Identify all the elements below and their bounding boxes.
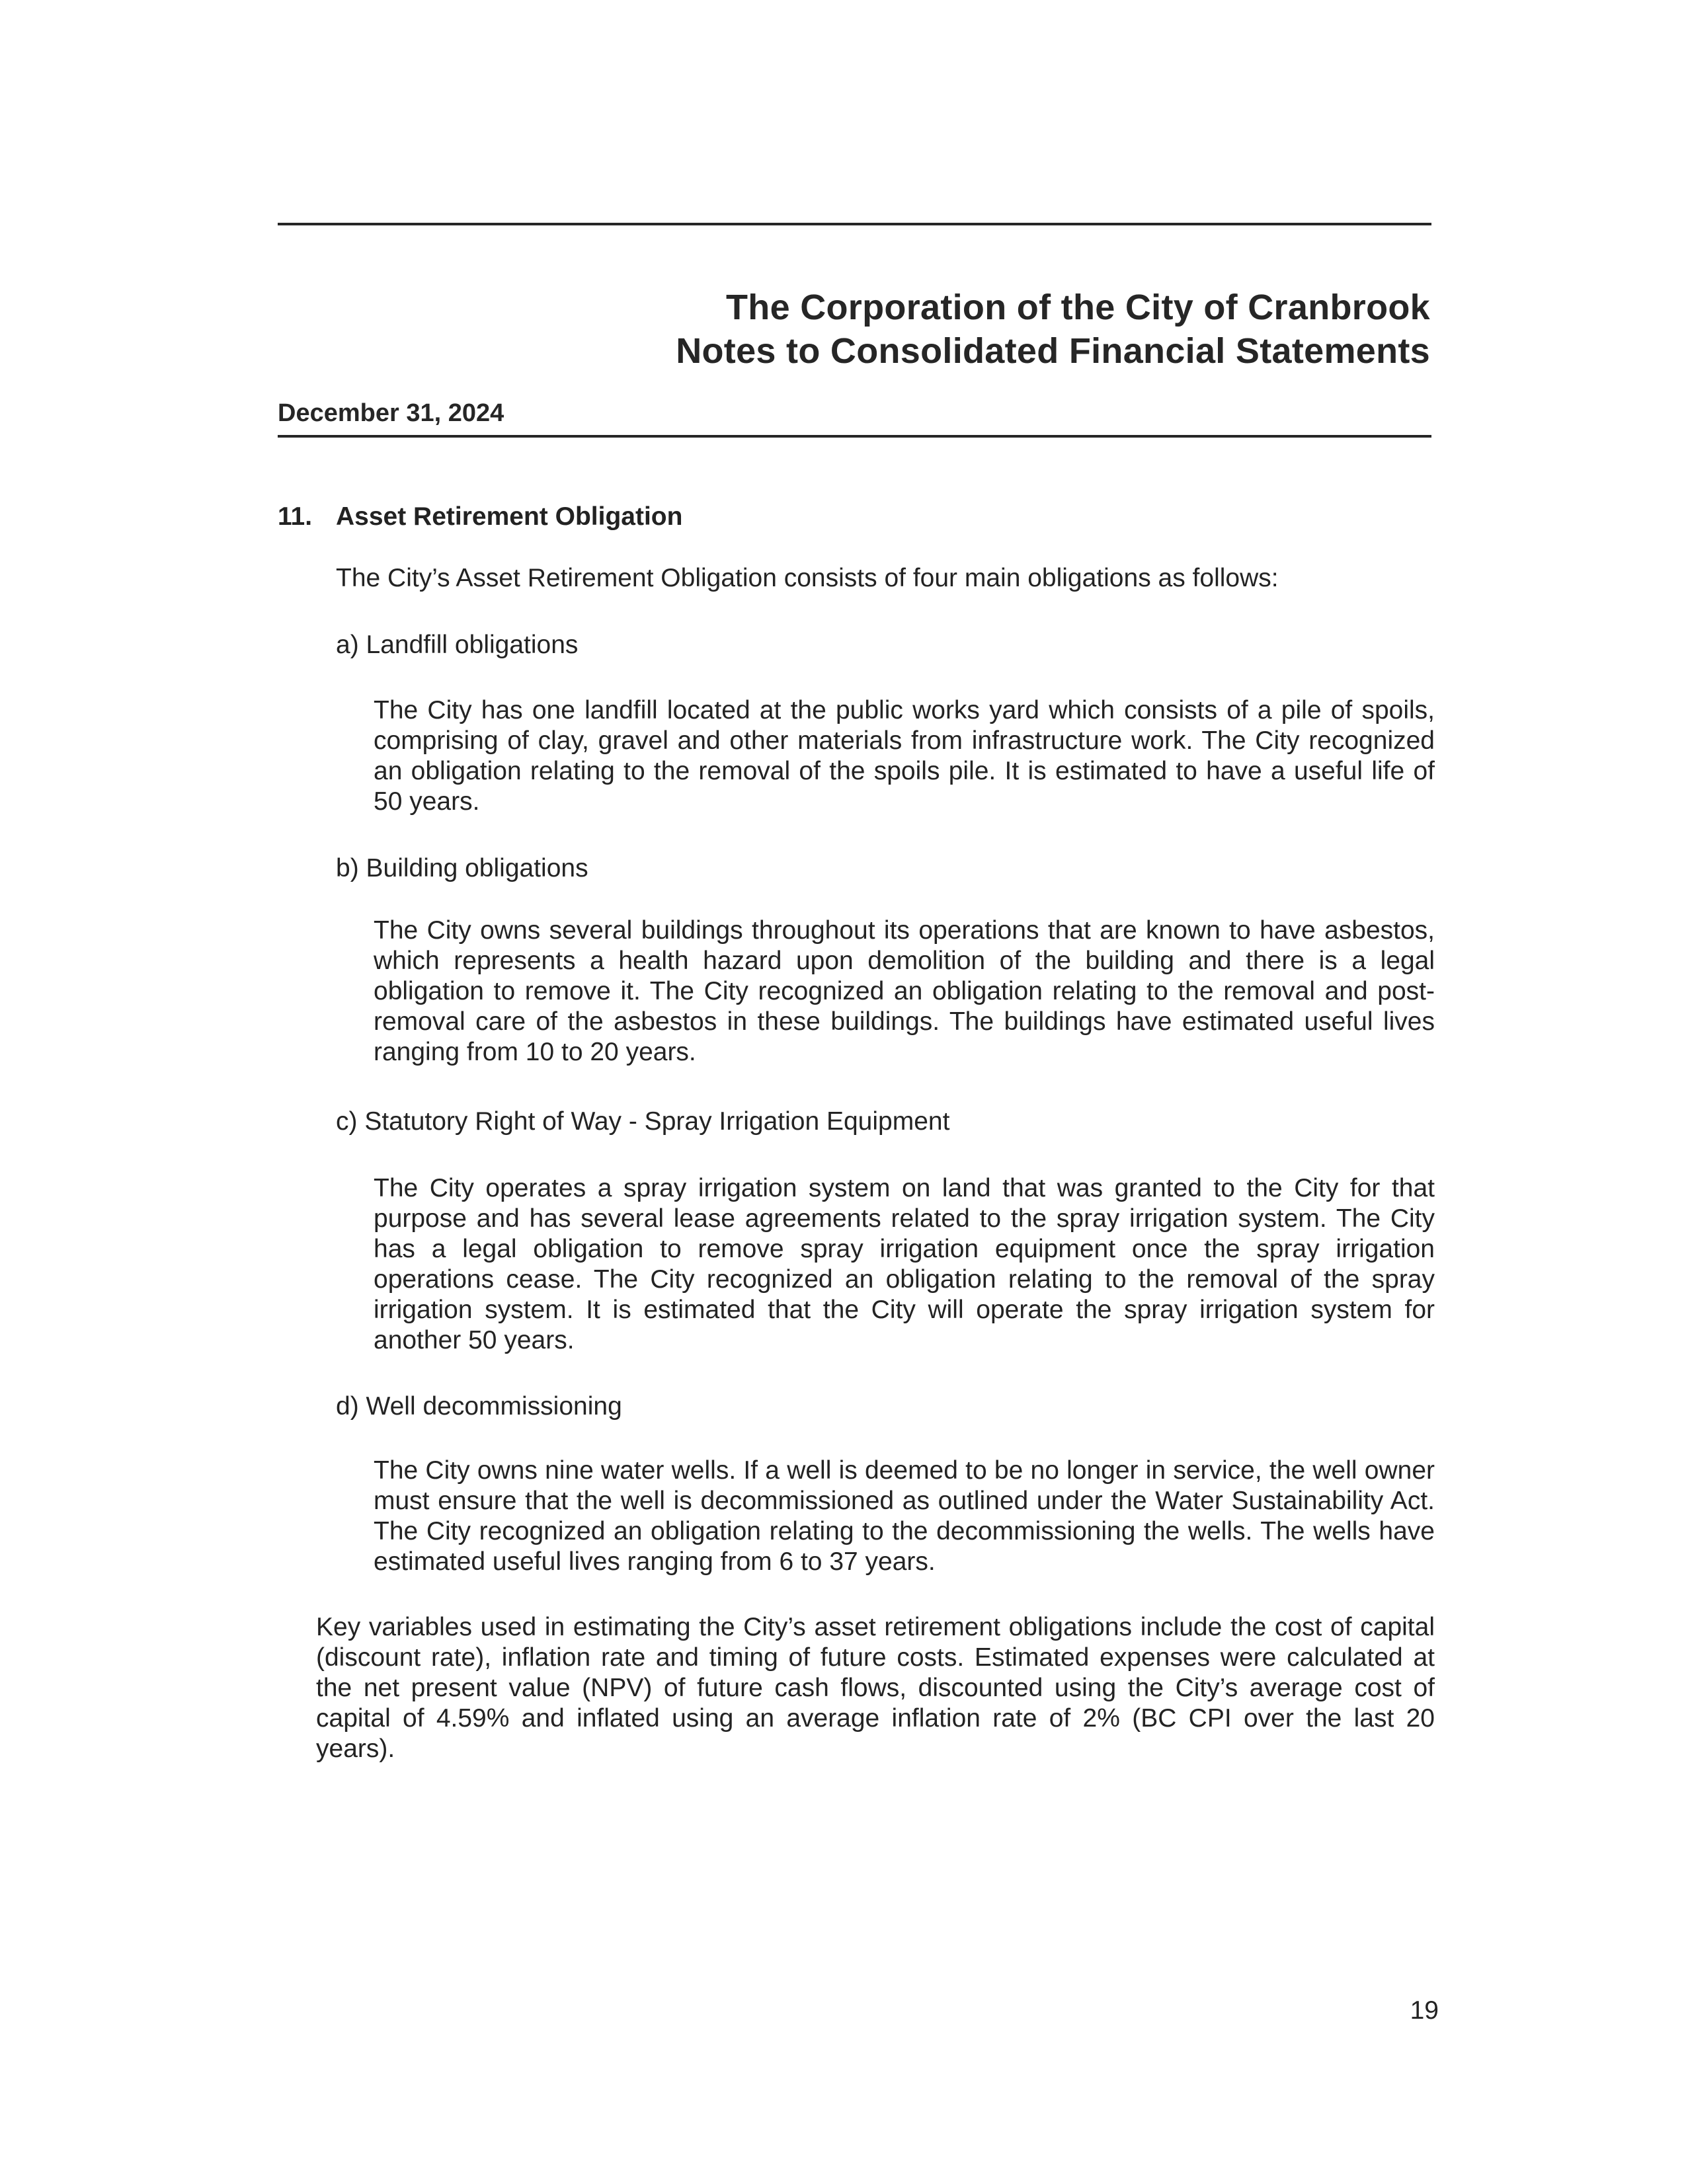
- item-text-well: The City owns nine water wells. If a well is deemed to be no longer in service, the well owner must ensure that the well is decommissioned as outlined under the Water Sustainability Act. The City recognized an obligation relating to the decommissioning the wells. The wells have estimated useful lives ranging from 6 to 37 years.: [374, 1456, 1435, 1576]
- page-number: 19: [1410, 1996, 1439, 2025]
- item-text-spray-irrigation: The City operates a spray irrigation system on land that was granted to the City for that purpose and has several lease agreements related to the spray irrigation system. The City has a legal obligation to remove spray irrigation equipment once the spray irrigation operations cease. The City recognized an obligation relating to the removal of the spray irrigation system. It is estimated that the City will operate the spray irrigation system for another 50 years.: [374, 1174, 1435, 1354]
- item-text-landfill: The City has one landfill located at the public works yard which consists of a pile of spoils, comprising of clay, gravel and other materials from infrastructure work. The City recognized an obligation relating to the removal of the spoils pile. It is estimated to have a useful life of 50 years.: [374, 696, 1435, 816]
- title-line-organization: The Corporation of the City of Cranbrook: [726, 288, 1430, 327]
- item-label-spray-irrigation: c) Statutory Right of Way - Spray Irrigation Equipment: [336, 1107, 950, 1136]
- item-label-well: d) Well decommissioning: [336, 1392, 622, 1421]
- statement-date: December 31, 2024: [278, 399, 504, 427]
- header-top-rule: [278, 223, 1431, 225]
- title-line-document: Notes to Consolidated Financial Statements: [676, 331, 1430, 371]
- item-label-building: b) Building obligations: [336, 854, 588, 882]
- item-text-building: The City owns several buildings throughout its operations that are known to have asbestos, which represents a health hazard upon demolition of the building and there is a legal obligation to remove it. The City recognized an obligation relating to the removal and post-removal care of the asbestos in these buildings. The buildings have estimated useful lives ranging from 10 to 20 years.: [374, 916, 1435, 1066]
- item-label-landfill: a) Landfill obligations: [336, 631, 579, 659]
- key-variables-paragraph: Key variables used in estimating the City’s asset retirement obligations include the cost of capital (discount rate), inflation rate and timing of future costs. Estimated expenses were calculated at the net present value (NPV) of future cash flows, discounted using the City’s average cost of capital of 4.59% and inflated using an average inflation rate of 2% (BC CPI over the last 20 years).: [316, 1613, 1435, 1763]
- section-heading: [278, 502, 682, 531]
- section-title: Asset Retirement Obligation: [336, 502, 683, 531]
- section-intro: The City’s Asset Retirement Obligation consists of four main obligations as follows:: [336, 564, 1279, 592]
- document-title: [676, 286, 1430, 373]
- header-bottom-rule: [278, 435, 1431, 438]
- section-number: 11.: [278, 502, 313, 531]
